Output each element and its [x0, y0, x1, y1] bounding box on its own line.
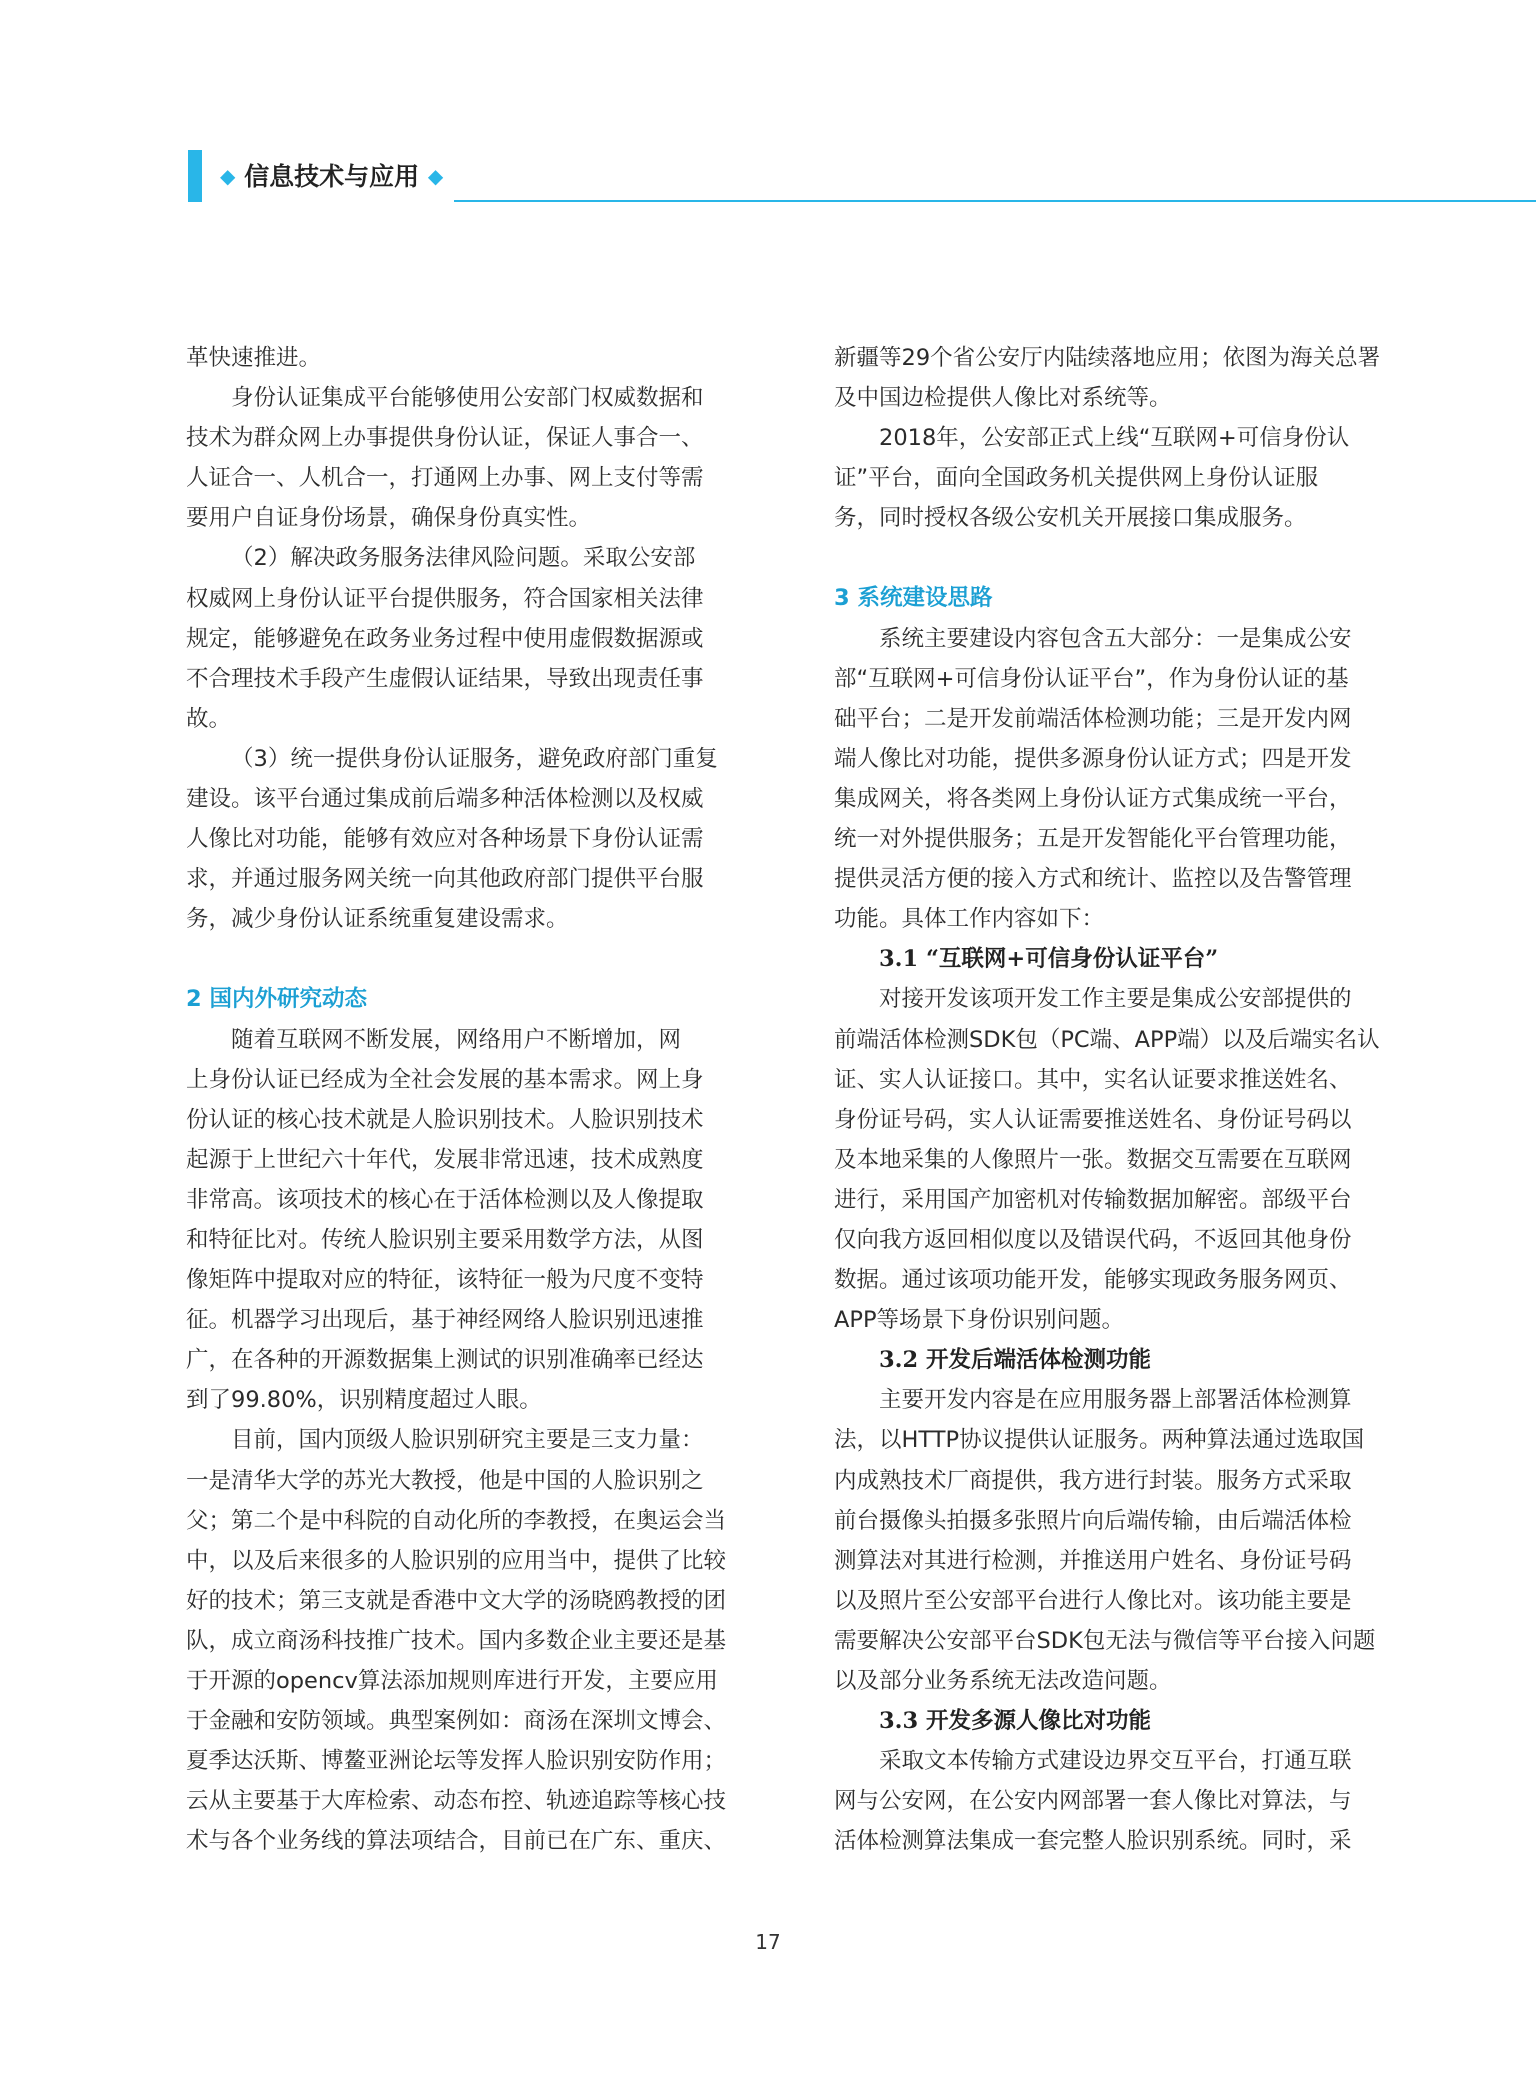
text-line: 础平台；二是开发前端活体检测功能；三是开发内网 — [834, 705, 1352, 732]
text-line: 数据。通过该项功能开发，能够实现政务服务网页、 — [834, 1267, 1352, 1294]
text-line: APP等场景下身份识别问题。 — [834, 1307, 1125, 1334]
text-line: 于开源的opencv算法添加规则库进行开发，主要应用 — [186, 1668, 718, 1694]
text-line: 及本地采集的人像照片一张。数据交互需要在互联网 — [834, 1146, 1352, 1173]
paragraph — [186, 538, 798, 738]
text-line: 测算法对其进行检测，并推送用户姓名、身份证号码 — [834, 1547, 1352, 1574]
diamond-icon: ◆ — [427, 164, 444, 188]
text-line: 规定，能够避免在政务业务过程中使用虚假数据源或 — [186, 625, 704, 652]
paragraph — [834, 979, 1446, 1340]
text-line: 中，以及后来很多的人脸识别的应用当中，提供了比较 — [186, 1547, 727, 1574]
right-column — [834, 338, 1446, 1861]
diamond-icon: ◆ — [220, 164, 236, 188]
text-line: 云从主要基于大库检索、动态布控、轨迹追踪等核心技 — [186, 1788, 727, 1815]
paragraph — [186, 739, 798, 939]
text-line: 队，成立商汤科技推广技术。国内多数企业主要还是基 — [186, 1627, 727, 1654]
text-line: 革快速推进。 — [186, 345, 322, 371]
text-line: 统一对外提供服务；五是开发智能化平台管理功能， — [834, 826, 1352, 853]
text-line: 务，减少身份认证系统重复建设需求。 — [186, 906, 569, 933]
text-line: 上身份认证已经成为全社会发展的基本需求。网上身 — [186, 1066, 704, 1093]
header-rule — [454, 200, 1536, 202]
text-line: 2018年，公安部正式上线“互联网+可信身份认 — [879, 425, 1350, 452]
text-line: 不合理技术手段产生虚假认证结果，导致出现责任事 — [186, 665, 704, 692]
text-line: 及中国边检提供人像比对系统等。 — [834, 385, 1172, 412]
text-line: 技术为群众网上办事提供身份认证，保证人事合一、 — [186, 425, 704, 452]
journal-section-title: 信息技术与应用 — [244, 162, 420, 191]
journal-section-header — [220, 158, 443, 195]
text-line: 部“互联网+可信身份认证平台”，作为身份认证的基 — [834, 665, 1349, 692]
paragraph — [186, 1420, 798, 1861]
header-accent-bar — [188, 150, 202, 202]
paragraph — [834, 418, 1446, 538]
text-line: （2）解决政务服务法律风险问题。采取公安部 — [231, 545, 696, 572]
text-line: 仅向我方返回相似度以及错误代码，不返回其他身份 — [834, 1226, 1352, 1253]
text-line: 人像比对功能，能够有效应对各种场景下身份认证需 — [186, 826, 704, 853]
text-line: 活体检测算法集成一套完整人脸识别系统。同时，采 — [834, 1828, 1352, 1855]
text-line: 夏季达沃斯、博鳌亚洲论坛等发挥人脸识别安防作用； — [186, 1748, 727, 1775]
text-line: 集成网关，将各类网上身份认证方式集成统一平台， — [834, 785, 1352, 812]
subsection-heading: 3.2 开发后端活体检测功能 — [879, 1347, 1151, 1374]
subsection-heading: 3.1 “互联网+可信身份认证平台” — [879, 946, 1219, 973]
text-line: 证、实人认证接口。其中，实名认证要求推送姓名、 — [834, 1066, 1352, 1093]
text-line: 权威网上身份认证平台提供服务，符合国家相关法律 — [186, 585, 704, 612]
text-line: 务，同时授权各级公安机关开展接口集成服务。 — [834, 505, 1307, 532]
text-line: 端人像比对功能，提供多源身份认证方式；四是开发 — [834, 745, 1352, 772]
paragraph — [834, 338, 1446, 418]
paragraph — [834, 619, 1446, 940]
text-line: 身份证号码，实人认证需要推送姓名、身份证号码以 — [834, 1106, 1352, 1133]
text-line: 和特征比对。传统人脸识别主要采用数学方法，从图 — [186, 1226, 704, 1253]
page-number: 17 — [755, 1930, 781, 1954]
text-line: 网与公安网，在公安内网部署一套人像比对算法，与 — [834, 1788, 1352, 1815]
text-line: 人证合一、人机合一，打通网上办事、网上支付等需 — [186, 465, 704, 492]
text-line: 故。 — [186, 705, 232, 732]
paragraph — [186, 338, 798, 378]
text-line: 一是清华大学的苏光大教授，他是中国的人脸识别之 — [186, 1467, 704, 1494]
section-heading: 3 系统建设思路 — [834, 585, 993, 612]
text-line: 新疆等29个省公安厅内陆续落地应用；依图为海关总署 — [834, 345, 1381, 371]
text-line: 目前，国内顶级人脸识别研究主要是三支力量： — [231, 1427, 704, 1454]
text-line: 系统主要建设内容包含五大部分：一是集成公安 — [879, 625, 1352, 652]
text-line: 广，在各种的开源数据集上测试的识别准确率已经达 — [186, 1347, 704, 1374]
text-line: 进行，采用国产加密机对传输数据加解密。部级平台 — [834, 1186, 1352, 1213]
text-line: 主要开发内容是在应用服务器上部署活体检测算 — [879, 1387, 1352, 1414]
text-line: 起源于上世纪六十年代，发展非常迅速，技术成熟度 — [186, 1146, 704, 1173]
text-line: 于金融和安防领域。典型案例如：商汤在深圳文博会、 — [186, 1708, 727, 1735]
text-line: 以及部分业务系统无法改造问题。 — [834, 1668, 1172, 1694]
text-line: 份认证的核心技术就是人脸识别技术。人脸识别技术 — [186, 1106, 704, 1133]
text-line: （3）统一提供身份认证服务，避免政府部门重复 — [231, 745, 718, 772]
paragraph — [186, 378, 798, 538]
text-line: 以及照片至公安部平台进行人像比对。该功能主要是 — [834, 1587, 1352, 1614]
paragraph — [834, 1741, 1446, 1861]
text-line: 对接开发该项开发工作主要是集成公安部提供的 — [879, 986, 1352, 1013]
text-line: 采取文本传输方式建设边界交互平台，打通互联 — [879, 1748, 1352, 1775]
spacer — [834, 538, 1446, 578]
paragraph — [834, 1380, 1446, 1701]
text-line: 好的技术；第三支就是香港中文大学的汤晓鸥教授的团 — [186, 1587, 727, 1614]
text-line: 提供灵活方便的接入方式和统计、监控以及告警管理 — [834, 866, 1352, 893]
text-line: 父；第二个是中科院的自动化所的李教授，在奥运会当 — [186, 1507, 727, 1534]
text-line: 身份认证集成平台能够使用公安部门权威数据和 — [231, 385, 704, 412]
text-line: 随着互联网不断发展，网络用户不断增加，网 — [231, 1026, 682, 1053]
text-line: 像矩阵中提取对应的特征，该特征一般为尺度不变特 — [186, 1267, 704, 1294]
text-line: 求，并通过服务网关统一向其他政府部门提供平台服 — [186, 866, 704, 893]
spacer — [186, 939, 798, 979]
text-line: 到了99.80%，识别精度超过人眼。 — [186, 1387, 542, 1414]
text-line: 前端活体检测SDK包（PC端、APP端）以及后端实名认 — [834, 1026, 1380, 1053]
paragraph — [186, 1020, 798, 1421]
subsection-heading: 3.3 开发多源人像比对功能 — [879, 1708, 1151, 1735]
text-line: 要用户自证身份场景，确保身份真实性。 — [186, 505, 592, 532]
text-line: 证”平台，面向全国政务机关提供网上身份认证服 — [834, 465, 1319, 492]
text-line: 内成熟技术厂商提供，我方进行封装。服务方式采取 — [834, 1467, 1352, 1494]
left-column — [186, 338, 798, 1861]
text-line: 需要解决公安部平台SDK包无法与微信等平台接入问题 — [834, 1627, 1376, 1654]
text-line: 术与各个业务线的算法项结合，目前已在广东、重庆、 — [186, 1828, 727, 1855]
section-heading: 2 国内外研究动态 — [186, 986, 367, 1013]
text-line: 非常高。该项技术的核心在于活体检测以及人像提取 — [186, 1186, 704, 1213]
text-line: 功能。具体工作内容如下： — [834, 906, 1105, 933]
text-line: 征。机器学习出现后，基于神经网络人脸识别迅速推 — [186, 1307, 704, 1334]
text-line: 法，以HTTP协议提供认证服务。两种算法通过选取国 — [834, 1427, 1365, 1454]
text-line: 前台摄像头拍摄多张照片向后端传输，由后端活体检 — [834, 1507, 1352, 1534]
text-line: 建设。该平台通过集成前后端多种活体检测以及权威 — [186, 786, 704, 813]
